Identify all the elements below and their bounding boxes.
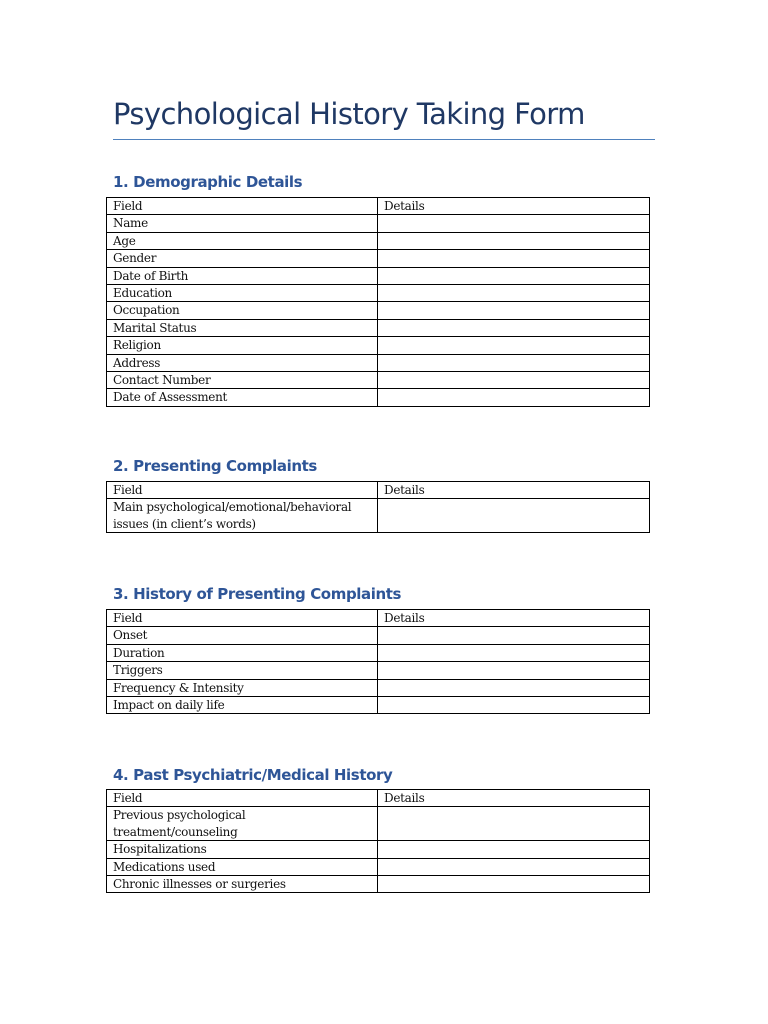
- table-row: [107, 372, 650, 389]
- field-label: Date of Birth: [107, 267, 378, 284]
- column-header-field: Field: [107, 482, 378, 499]
- table-row: [107, 250, 650, 267]
- details-cell[interactable]: [378, 697, 650, 714]
- details-cell[interactable]: [378, 285, 650, 302]
- details-cell[interactable]: [378, 267, 650, 284]
- column-header-details: Details: [378, 790, 650, 807]
- table-row: [107, 662, 650, 679]
- details-cell[interactable]: [378, 232, 650, 249]
- details-cell[interactable]: [378, 319, 650, 336]
- field-label: Occupation: [107, 302, 378, 319]
- field-label: Duration: [107, 644, 378, 661]
- table-row: [107, 215, 650, 232]
- field-label: Religion: [107, 337, 378, 354]
- table-row: [107, 858, 650, 875]
- details-cell[interactable]: [378, 627, 650, 644]
- table-row: [107, 389, 650, 406]
- table-row: [107, 319, 650, 336]
- table-row: [107, 285, 650, 302]
- column-header-field: Field: [107, 198, 378, 215]
- field-label: Frequency & Intensity: [107, 679, 378, 696]
- field-label: Hospitalizations: [107, 841, 378, 858]
- column-header-details: Details: [378, 610, 650, 627]
- details-cell[interactable]: [378, 499, 650, 533]
- field-label: Education: [107, 285, 378, 302]
- details-cell[interactable]: [378, 302, 650, 319]
- section-heading-presenting-complaints: 2. Presenting Complaints: [113, 457, 317, 475]
- details-cell[interactable]: [378, 250, 650, 267]
- field-label: Onset: [107, 627, 378, 644]
- field-label: Chronic illnesses or surgeries: [107, 876, 378, 893]
- details-cell[interactable]: [378, 389, 650, 406]
- field-label: Main psychological/emotional/behavioral issues (in client’s words): [107, 499, 378, 533]
- table-row: [107, 232, 650, 249]
- table-row: [107, 337, 650, 354]
- table-header-row: [107, 482, 650, 499]
- table-row: [107, 302, 650, 319]
- details-cell[interactable]: [378, 679, 650, 696]
- table-header-row: [107, 790, 650, 807]
- details-cell[interactable]: [378, 644, 650, 661]
- field-label: Marital Status: [107, 319, 378, 336]
- column-header-field: Field: [107, 790, 378, 807]
- table-row: [107, 267, 650, 284]
- past-history-table: [106, 789, 650, 893]
- details-cell[interactable]: [378, 807, 650, 841]
- demographic-table: [106, 197, 650, 407]
- table-row: [107, 841, 650, 858]
- table-row: [107, 697, 650, 714]
- field-label: Gender: [107, 250, 378, 267]
- details-cell[interactable]: [378, 215, 650, 232]
- details-cell[interactable]: [378, 858, 650, 875]
- column-header-field: Field: [107, 610, 378, 627]
- details-cell[interactable]: [378, 662, 650, 679]
- field-label: Medications used: [107, 858, 378, 875]
- column-header-details: Details: [378, 198, 650, 215]
- details-cell[interactable]: [378, 337, 650, 354]
- column-header-details: Details: [378, 482, 650, 499]
- presenting-complaints-table: [106, 481, 650, 533]
- details-cell[interactable]: [378, 841, 650, 858]
- table-row: [107, 807, 650, 841]
- title-divider: [113, 139, 655, 140]
- table-row: [107, 627, 650, 644]
- section-heading-past-history: 4. Past Psychiatric/Medical History: [113, 766, 393, 784]
- details-cell[interactable]: [378, 354, 650, 371]
- table-header-row: [107, 610, 650, 627]
- section-heading-demographic: 1. Demographic Details: [113, 173, 303, 191]
- field-label: Name: [107, 215, 378, 232]
- table-row: [107, 679, 650, 696]
- document-title: Psychological History Taking Form: [113, 97, 585, 131]
- table-row: [107, 876, 650, 893]
- details-cell[interactable]: [378, 372, 650, 389]
- field-label: Triggers: [107, 662, 378, 679]
- field-label: Age: [107, 232, 378, 249]
- table-header-row: [107, 198, 650, 215]
- field-label: Date of Assessment: [107, 389, 378, 406]
- field-label: Previous psychological treatment/counseling: [107, 807, 378, 841]
- field-label: Address: [107, 354, 378, 371]
- details-cell[interactable]: [378, 876, 650, 893]
- table-row: [107, 499, 650, 533]
- field-label: Impact on daily life: [107, 697, 378, 714]
- section-heading-history-presenting: 3. History of Presenting Complaints: [113, 585, 402, 603]
- table-row: [107, 644, 650, 661]
- history-presenting-table: [106, 609, 650, 714]
- field-label: Contact Number: [107, 372, 378, 389]
- table-row: [107, 354, 650, 371]
